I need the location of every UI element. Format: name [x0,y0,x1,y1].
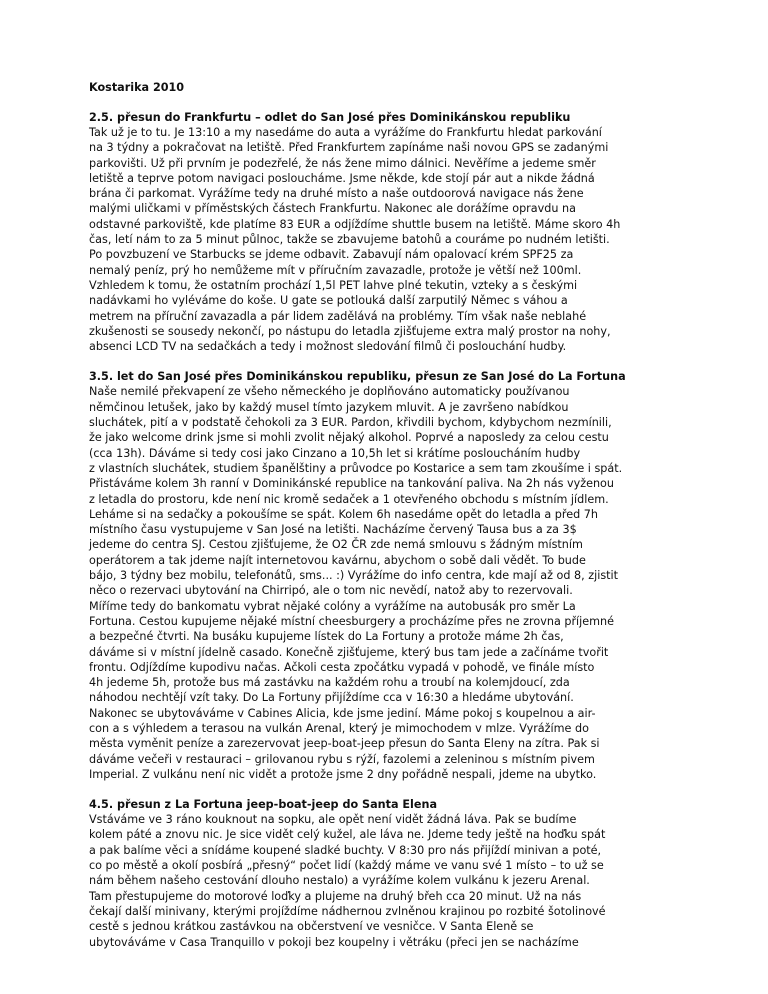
text-line: frontu. Odjíždíme kupodivu načas. Ačkoli cesta zpočátku vypadá v pohodě, ve finále místo [89,660,595,674]
text-line: Imperial. Z vulkánu není nic vidět a protože jsme 2 dny pořádně nespali, jdeme na ubytko. [89,767,597,781]
text-line: Po povzbuzení ve Starbucks se jdeme odbavit. Zabavují nám opalovací krém SPF25 za [89,248,574,262]
document-sections [89,110,691,950]
section [89,369,691,782]
text-line: čas, letí nám to za 5 minut půlnoc, takže se zbavujeme batohů a couráme po nudném letišti. [89,233,610,247]
section-body [89,812,691,950]
text-line: náhodou nechtějí vzít taky. Do La Fortuny přijíždíme cca v 16:30 a hledáme ubytování. [89,691,574,705]
section-heading: 3.5. let do San José přes Dominikánskou republiku, přesun ze San José do La Fortuna [89,370,626,384]
section-heading: 2.5. přesun do Frankfurtu – odlet do San José přes Dominikánskou republiku [89,111,571,124]
text-line: operátorem a tak jdeme najít internetovou kavárnu, abychom o sobě dali vědět. To bude [89,553,586,567]
text-line: něco o rezervaci ubytování na Chirripó, ale o tom nic nevědí, natož aby to rezervovali. [89,584,573,598]
text-line: němčinou letušek, jako by každý musel tímto jazykem mluvit. A je završeno nabídkou [89,400,569,414]
text-line: že jako welcome drink jsme si mohli zvolit nějaký alkohol. Poprvé a naposledy za celou cestu [89,431,609,445]
text-line: z vlastních sluchátek, studiem španělštiny a průvodce po Kostarice a sem tam zkoušíme i spát. [89,461,623,475]
text-line: čekají další minivany, kterými projíždíme nádhernou zvlněnou krajinou po rozbité šotolinové [89,904,606,918]
text-line: absenci LCD TV na sedačkách a tedy i možnost sledování filmů či poslouchání hudby. [89,340,567,354]
section [89,797,691,950]
text-line: Leháme si na sedačky a pokoušíme se spát. Kolem 6h nasedáme opět do letadla a před 7h [89,507,599,521]
text-line: jedeme do centra SJ. Cestou zjišťujeme, že O2 ČR zde nemá smlouvu s žádným místním [89,538,583,552]
text-line: dáváme večeři v restauraci – grilovanou rybu s rýží, fazolemi a zeleninou s místním pivem [89,752,595,766]
text-line: co po městě a okolí posbírá „přesný“ počet lidí (každý máme ve vanu své 1 místo – to už se [89,859,604,873]
text-line: Naše nemilé překvapení ze všeho německého je doplňováno automaticky používanou [89,385,570,399]
text-line: nám během našeho cestování dlouho nestalo) a vyrážíme kolem vulkánu k jezeru Arenal. [89,874,590,888]
text-line: ubytováváme v Casa Tranquillo v pokoji bez koupelny i větráku (přeci jen se nacházíme [89,935,579,949]
text-line: kolem páté a znovu nic. Je sice vidět celý kužel, ale láva ne. Jdeme tedy ještě na hoďku spát [89,828,606,842]
text-line: Míříme tedy do bankomatu vybrat nějaké colóny a vyrážíme na autobusák pro směr La [89,599,576,613]
text-line: malými uličkami v příměstských částech Frankfurtu. Nakonec ale dorážíme opravdu na [89,202,576,216]
text-line: parkovišti. Už při prvním je podezřelé, že nás žene mimo dálnici. Nevěříme a jedeme směr [89,156,596,170]
text-line: místního času vystupujeme v San José na letišti. Nacházíme červený Tausa bus a za 3$ [89,523,577,537]
text-line: brána či parkomat. Vyrážíme tedy na druhé místo a naše outdoorová navigace nás žene [89,187,584,201]
section-body [89,125,691,354]
text-line: Tam přestupujeme do motorové loďky a plujeme na druhý břeh cca 20 minut. Už na nás [89,889,582,903]
text-line: nadávkami ho vyléváme do koše. U gate se potlouká další zarputilý Němec s váhou a [89,294,568,308]
text-line: odstavné parkoviště, kde platíme 83 EUR a odjíždíme shuttle busem na letiště. Máme skoro 4h [89,217,621,231]
text-line: dáváme si v místní jídelně casado. Konečně zjišťujeme, který bus tam jede a začínáme tvořit [89,645,609,659]
text-line: bájo, 3 týdny bez mobilu, telefonátů, sms... :) Vyrážíme do info centra, kde mají až od 8, zjistit [89,569,619,583]
text-line: Přistáváme kolem 3h ranní v Dominikánské republice na tankování paliva. Na 2h nás vyženou [89,477,614,491]
text-line: Nakonec se ubytováváme v Cabines Alicia, kde jsme jediní. Máme pokoj s koupelnou a air- [89,706,596,720]
text-line: Vzhledem k tomu, že ostatním prochází 1,5l PET lahve plné tekutin, vztekу a s českými [89,278,578,292]
section [89,110,691,354]
text-line: Tak už je to tu. Je 13:10 a my nasedáme do auta a vyrážíme do Frankfurtu hledat parkování [89,126,602,139]
text-line: Fortuna. Cestou kupujeme nějaké místní cheesburgery a procházíme přes ne zrovna příjemné [89,614,615,628]
text-line: a pak balíme věci a snídáme koupené sladké buchty. V 8:30 pro nás přijíždí minivan a poté, [89,843,602,857]
text-line: zkušenosti se sousedy nekončí, po nástupu do letadla zjišťujeme extra malý prostor na nohy, [89,324,611,338]
text-line: Vstáváme ve 3 ráno kouknout na sopku, ale opět není vidět žádná láva. Pak se budíme [89,813,577,827]
section-body [89,384,691,782]
text-line: cestě s jednou krátkou zastávkou na občerstvení ve vesničce. V Santa Eleně se [89,920,534,934]
text-line: 4h jedeme 5h, protože bus má zastávku na každém rohu a troubí na kolemjdoucí, zda [89,676,570,690]
text-line: nemalý peníz, prý ho nemůžeme mít v příručním zavazadle, protože je větší než 100ml. [89,263,582,277]
text-line: sluchátek, pití a v podstatě čehokoli za 3 EUR. Pardon, křivdili bychom, kdybychom nezmínili, [89,416,612,430]
text-line: na 3 týdny a pokračovat na letiště. Před Frankfurtem zapínáme naši novou GPS se zadanými [89,141,609,155]
text-line: a bezpečné čtvrti. Na busáku kupujeme lístek do La Fortuny a protože máme 2h čas, [89,630,564,644]
text-line: z letadla do prostoru, kde není nic kromě sedaček a 1 otevřeného obchodu s místním jídlem. [89,492,609,506]
text-line: metrem na příruční zavazadla a pár lidem zadělává na problémy. Tím však naše neblahé [89,309,587,323]
text-line: con a s výhledem a terasou na vulkán Arenal, který je mimochodem v mlze. Vyrážíme do [89,721,589,735]
text-line: (cca 13h). Dáváme si tedy cosi jako Cinzano a 10,5h let si krátíme posloucháním hudby [89,446,581,460]
section-heading: 4.5. přesun z La Fortuna jeep-boat-jeep do Santa Elena [89,798,437,812]
document-page [89,80,691,965]
text-line: města vyměnit peníze a zarezervovat jeep-boat-jeep přesun do Santa Eleny na zítra. Pak si [89,737,600,751]
document-title: Kostarika 2010 [89,81,185,94]
text-line: letiště a teprve potom navigaci posloucháme. Jsme někde, kde stojí pár aut a nikde žádná [89,171,595,185]
